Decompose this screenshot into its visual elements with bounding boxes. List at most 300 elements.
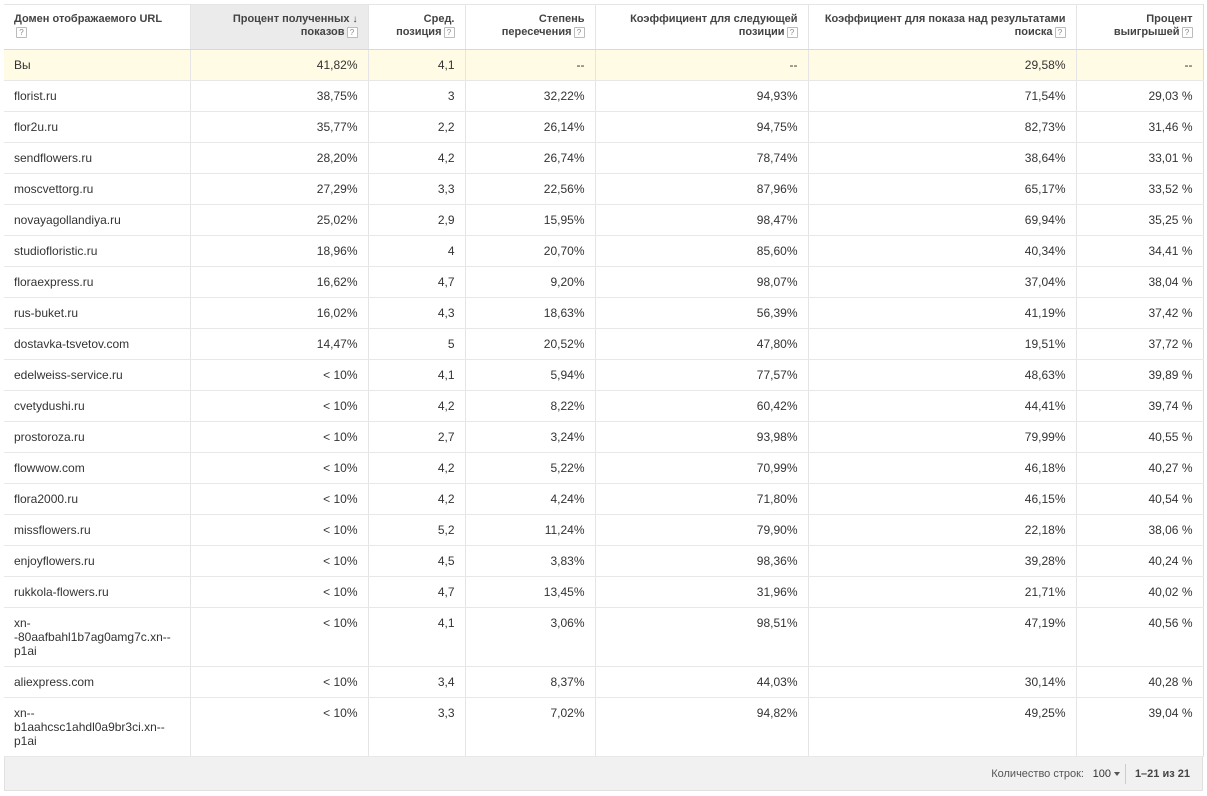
value-text: 30,14%: [1024, 675, 1066, 689]
cell-top-of-page: [808, 329, 1076, 360]
value-text: 26,74%: [543, 151, 585, 165]
value-text: 20,52%: [543, 337, 585, 351]
value-text: 14,47%: [316, 337, 358, 351]
domain-text: novayagollandiya.ru: [14, 213, 121, 227]
column-header-position-above[interactable]: [595, 5, 808, 50]
help-icon[interactable]: ?: [16, 27, 27, 38]
cell-top-of-page: [808, 698, 1076, 757]
cell-position-above: [595, 546, 808, 577]
cell-overlap: [465, 205, 595, 236]
cell-domain: [4, 236, 190, 267]
cell-top-of-page: [808, 143, 1076, 174]
value-text: 16,62%: [316, 275, 358, 289]
cell-overlap: [465, 174, 595, 205]
value-text: 28,20%: [316, 151, 358, 165]
cell-overlap: [465, 81, 595, 112]
domain-text: rus-buket.ru: [14, 306, 79, 320]
table-row: [4, 236, 1203, 267]
value-text: 37,04%: [1024, 275, 1066, 289]
cell-impression-share: [190, 329, 368, 360]
cell-overlap: [465, 577, 595, 608]
cell-position-above: [595, 329, 808, 360]
cell-overlap: [465, 329, 595, 360]
cell-position-above: [595, 50, 808, 81]
value-text: < 10%: [323, 585, 358, 599]
value-text: 2,7: [437, 430, 455, 444]
domain-text: moscvettorg.ru: [14, 182, 94, 196]
cell-avg-position: [368, 546, 465, 577]
value-text: < 10%: [323, 675, 358, 689]
cell-overlap: [465, 667, 595, 698]
cell-avg-position: [368, 453, 465, 484]
value-text: 5,2: [437, 523, 455, 537]
cell-position-above: [595, 698, 808, 757]
table-row: [4, 546, 1203, 577]
competitor-table-container: [4, 4, 1203, 791]
domain-text: flowwow.com: [14, 461, 85, 475]
cell-overlap: [465, 50, 595, 81]
cell-position-above: [595, 298, 808, 329]
cell-outranking: [1076, 236, 1203, 267]
cell-position-above: [595, 205, 808, 236]
table-row: [4, 112, 1203, 143]
value-text: 98,07%: [756, 275, 798, 289]
help-icon[interactable]: ?: [347, 27, 358, 38]
value-text: 37,72 %: [1148, 337, 1193, 351]
cell-impression-share: [190, 515, 368, 546]
cell-avg-position: [368, 360, 465, 391]
domain-text: cvetydushi.ru: [14, 399, 85, 413]
cell-overlap: [465, 143, 595, 174]
domain-text: flor2u.ru: [14, 120, 59, 134]
value-text: 71,80%: [756, 492, 798, 506]
domain-text: floraexpress.ru: [14, 275, 94, 289]
value-text: 47,80%: [756, 337, 798, 351]
value-text: 4,1: [437, 616, 455, 630]
value-text: < 10%: [323, 616, 358, 630]
value-text: 79,90%: [756, 523, 798, 537]
cell-outranking: [1076, 453, 1203, 484]
cell-top-of-page: [808, 81, 1076, 112]
value-text: 5,94%: [550, 368, 585, 382]
value-text: < 10%: [323, 523, 358, 537]
value-text: 8,37%: [550, 675, 585, 689]
domain-text-line: xn-: [14, 616, 31, 630]
value-text: 29,03 %: [1148, 89, 1193, 103]
cell-domain: [4, 698, 190, 757]
cell-avg-position: [368, 391, 465, 422]
value-text: 34,41 %: [1148, 244, 1193, 258]
cell-impression-share: [190, 546, 368, 577]
cell-domain: [4, 50, 190, 81]
cell-domain: [4, 515, 190, 546]
cell-top-of-page: [808, 453, 1076, 484]
cell-overlap: [465, 546, 595, 577]
table-row: [4, 205, 1203, 236]
table-row: [4, 267, 1203, 298]
cell-outranking: [1076, 484, 1203, 515]
value-text: 19,51%: [1024, 337, 1066, 351]
cell-avg-position: [368, 484, 465, 515]
value-text: 98,47%: [756, 213, 798, 227]
cell-top-of-page: [808, 267, 1076, 298]
cell-outranking: [1076, 667, 1203, 698]
value-text: 41,82%: [316, 58, 358, 72]
value-text: 44,41%: [1024, 399, 1066, 413]
value-text: 85,60%: [756, 244, 798, 258]
domain-text: sendflowers.ru: [14, 151, 93, 165]
cell-overlap: [465, 236, 595, 267]
value-text: 33,01 %: [1148, 151, 1193, 165]
cell-outranking: [1076, 698, 1203, 757]
value-text: 4,2: [437, 461, 455, 475]
cell-impression-share: [190, 422, 368, 453]
cell-overlap: [465, 453, 595, 484]
cell-impression-share: [190, 112, 368, 143]
column-header-top-of-page[interactable]: [808, 5, 1076, 50]
value-text: 2,9: [437, 213, 455, 227]
domain-text-line: p1ai: [14, 734, 37, 748]
cell-overlap: [465, 267, 595, 298]
cell-outranking: [1076, 267, 1203, 298]
cell-overlap: [465, 360, 595, 391]
table-row: [4, 391, 1203, 422]
cell-position-above: [595, 391, 808, 422]
cell-top-of-page: [808, 577, 1076, 608]
cell-outranking: [1076, 298, 1203, 329]
value-text: 38,04 %: [1148, 275, 1193, 289]
table-header-row: [4, 5, 1203, 50]
help-icon[interactable]: ?: [1055, 27, 1066, 38]
value-text: 4: [447, 244, 455, 258]
cell-position-above: [595, 112, 808, 143]
value-text: 25,02%: [316, 213, 358, 227]
cell-overlap: [465, 112, 595, 143]
value-text: 5: [447, 337, 455, 351]
value-text: 77,57%: [756, 368, 798, 382]
value-text: 56,39%: [756, 306, 798, 320]
column-header-label: Степень: [538, 13, 585, 25]
table-row: [4, 50, 1203, 81]
cell-domain: [4, 453, 190, 484]
domain-text: prostoroza.ru: [14, 430, 85, 444]
cell-impression-share: [190, 453, 368, 484]
value-text: 3,06%: [550, 616, 585, 630]
domain-text: missflowers.ru: [14, 523, 91, 537]
value-text: 38,06 %: [1148, 523, 1193, 537]
value-text: 3,4: [437, 675, 455, 689]
column-header-overlap[interactable]: [465, 5, 595, 50]
value-text: 87,96%: [756, 182, 798, 196]
value-text: 3: [447, 89, 455, 103]
cell-top-of-page: [808, 422, 1076, 453]
value-text: 15,95%: [543, 213, 585, 227]
value-text: 44,03%: [756, 675, 798, 689]
cell-impression-share: [190, 81, 368, 112]
value-text: 7,02%: [550, 706, 585, 720]
column-header-label: Сред.: [423, 13, 455, 25]
cell-impression-share: [190, 50, 368, 81]
cell-domain: [4, 112, 190, 143]
value-text: 4,2: [437, 492, 455, 506]
value-text: 93,98%: [756, 430, 798, 444]
value-text: 40,02 %: [1148, 585, 1193, 599]
value-text: 9,20%: [550, 275, 585, 289]
value-text: 27,29%: [316, 182, 358, 196]
cell-avg-position: [368, 50, 465, 81]
value-text: 38,75%: [316, 89, 358, 103]
cell-impression-share: [190, 608, 368, 667]
domain-text: enjoyflowers.ru: [14, 554, 95, 568]
table-row: [4, 329, 1203, 360]
domain-text: edelweiss-service.ru: [14, 368, 123, 382]
cell-position-above: [595, 267, 808, 298]
value-text: 4,7: [437, 275, 455, 289]
cell-top-of-page: [808, 112, 1076, 143]
cell-domain: [4, 667, 190, 698]
value-text: 38,64%: [1024, 151, 1066, 165]
value-text: 21,71%: [1024, 585, 1066, 599]
value-text: 31,96%: [756, 585, 798, 599]
table-row: [4, 515, 1203, 546]
cell-domain: [4, 81, 190, 112]
cell-outranking: [1076, 608, 1203, 667]
value-text: 3,24%: [550, 430, 585, 444]
cell-avg-position: [368, 236, 465, 267]
value-text: 40,24 %: [1148, 554, 1193, 568]
cell-top-of-page: [808, 50, 1076, 81]
domain-text: studiofloristic.ru: [14, 244, 98, 258]
value-text: 26,14%: [543, 120, 585, 134]
cell-impression-share: [190, 484, 368, 515]
table-row: [4, 453, 1203, 484]
table-row: [4, 298, 1203, 329]
rows-per-page-label: Количество строк:: [991, 768, 1084, 780]
value-text: 4,1: [437, 58, 455, 72]
value-text: 13,45%: [543, 585, 585, 599]
cell-impression-share: [190, 577, 368, 608]
value-text: < 10%: [323, 461, 358, 475]
cell-top-of-page: [808, 391, 1076, 422]
column-header-label: Коэффициент для следующей: [630, 13, 798, 25]
cell-overlap: [465, 484, 595, 515]
value-text: 40,56 %: [1148, 616, 1193, 630]
cell-impression-share: [190, 174, 368, 205]
value-text: < 10%: [323, 399, 358, 413]
value-text: 22,56%: [543, 182, 585, 196]
help-icon[interactable]: ?: [787, 27, 798, 38]
cell-position-above: [595, 143, 808, 174]
auction-insights-table: [4, 4, 1204, 757]
cell-position-above: [595, 577, 808, 608]
cell-domain: [4, 484, 190, 515]
value-text: 31,46 %: [1148, 120, 1193, 134]
value-text: 46,18%: [1024, 461, 1066, 475]
cell-position-above: [595, 422, 808, 453]
value-text: 3,3: [437, 182, 455, 196]
cell-outranking: [1076, 205, 1203, 236]
value-text: 4,7: [437, 585, 455, 599]
cell-avg-position: [368, 112, 465, 143]
value-text: 4,3: [437, 306, 455, 320]
cell-avg-position: [368, 698, 465, 757]
help-icon[interactable]: ?: [1182, 27, 1193, 38]
table-row: [4, 422, 1203, 453]
help-icon[interactable]: ?: [574, 27, 585, 38]
value-text: 4,2: [437, 151, 455, 165]
cell-overlap: [465, 608, 595, 667]
value-text: 60,42%: [756, 399, 798, 413]
value-text: < 10%: [323, 368, 358, 382]
table-row: [4, 81, 1203, 112]
value-text: 3,83%: [550, 554, 585, 568]
table-row: [4, 174, 1203, 205]
domain-text-line: -80aafbahl1b7ag0amg7c.xn--: [14, 630, 171, 644]
value-text: 40,27 %: [1148, 461, 1193, 475]
cell-outranking: [1076, 422, 1203, 453]
cell-overlap: [465, 422, 595, 453]
value-text: 94,93%: [756, 89, 798, 103]
cell-avg-position: [368, 329, 465, 360]
table-row: [4, 608, 1203, 667]
column-header-label: позиции: [738, 26, 785, 38]
cell-top-of-page: [808, 236, 1076, 267]
cell-top-of-page: [808, 608, 1076, 667]
cell-position-above: [595, 236, 808, 267]
value-text: 98,36%: [756, 554, 798, 568]
cell-avg-position: [368, 81, 465, 112]
domain-text: flora2000.ru: [14, 492, 79, 506]
cell-top-of-page: [808, 360, 1076, 391]
cell-domain: [4, 608, 190, 667]
column-header-label: Домен отображаемого URL: [14, 13, 163, 25]
value-text: 39,04 %: [1148, 706, 1193, 720]
cell-outranking: [1076, 174, 1203, 205]
cell-avg-position: [368, 515, 465, 546]
value-text: 82,73%: [1024, 120, 1066, 134]
value-text: 40,28 %: [1148, 675, 1193, 689]
cell-top-of-page: [808, 515, 1076, 546]
value-text: 4,2: [437, 399, 455, 413]
cell-overlap: [465, 515, 595, 546]
cell-avg-position: [368, 667, 465, 698]
value-text: 22,18%: [1024, 523, 1066, 537]
chevron-down-icon: [1114, 772, 1120, 776]
value-text: 8,22%: [550, 399, 585, 413]
value-text: < 10%: [323, 430, 358, 444]
rows-per-page-value: 100: [1092, 768, 1111, 780]
value-text: 4,5: [437, 554, 455, 568]
cell-outranking: [1076, 360, 1203, 391]
cell-overlap: [465, 391, 595, 422]
cell-overlap: [465, 698, 595, 757]
column-header-label: пересечения: [501, 26, 572, 38]
value-text: 16,02%: [316, 306, 358, 320]
value-text: 35,25 %: [1148, 213, 1193, 227]
value-text: 78,74%: [756, 151, 798, 165]
column-header-domain[interactable]: [4, 5, 190, 50]
value-text: 2,2: [437, 120, 455, 134]
help-icon[interactable]: ?: [444, 27, 455, 38]
cell-domain: [4, 205, 190, 236]
pagination-range: 1–21 из 21: [1134, 768, 1190, 780]
cell-impression-share: [190, 143, 368, 174]
sort-down-arrow-icon[interactable]: ↓: [352, 14, 358, 25]
value-text: 33,52 %: [1148, 182, 1193, 196]
cell-outranking: [1076, 577, 1203, 608]
value-text: 41,19%: [1024, 306, 1066, 320]
cell-impression-share: [190, 236, 368, 267]
cell-top-of-page: [808, 205, 1076, 236]
cell-impression-share: [190, 298, 368, 329]
cell-outranking: [1076, 391, 1203, 422]
cell-outranking: [1076, 546, 1203, 577]
value-text: 32,22%: [543, 89, 585, 103]
cell-avg-position: [368, 298, 465, 329]
value-text: 70,99%: [756, 461, 798, 475]
cell-position-above: [595, 81, 808, 112]
value-text: 69,94%: [1024, 213, 1066, 227]
value-text: 65,17%: [1024, 182, 1066, 196]
value-text: 29,58%: [1024, 58, 1066, 72]
column-header-avg-position[interactable]: [368, 5, 465, 50]
cell-avg-position: [368, 422, 465, 453]
cell-top-of-page: [808, 174, 1076, 205]
divider: [1125, 764, 1126, 784]
column-header-label: поиска: [1014, 26, 1053, 38]
domain-text-line: p1ai: [14, 644, 37, 658]
value-text: 4,1: [437, 368, 455, 382]
table-row: [4, 698, 1203, 757]
column-header-label: Коэффициент для показа над результатами: [824, 13, 1066, 25]
value-text: 18,96%: [316, 244, 358, 258]
column-header-label: Процент: [1146, 13, 1193, 25]
cell-outranking: [1076, 81, 1203, 112]
cell-position-above: [595, 360, 808, 391]
column-header-label: показов: [300, 26, 345, 38]
cell-domain: [4, 298, 190, 329]
value-text: 48,63%: [1024, 368, 1066, 382]
rows-per-page-select[interactable]: [1093, 768, 1120, 780]
value-text: 94,75%: [756, 120, 798, 134]
cell-avg-position: [368, 205, 465, 236]
cell-outranking: [1076, 329, 1203, 360]
cell-outranking: [1076, 143, 1203, 174]
table-row: [4, 667, 1203, 698]
cell-overlap: [465, 298, 595, 329]
cell-outranking: [1076, 112, 1203, 143]
column-header-label: позиция: [396, 26, 442, 38]
domain-text: Вы: [14, 58, 31, 72]
table-row: [4, 577, 1203, 608]
column-header-outranking[interactable]: [1076, 5, 1203, 50]
value-text: < 10%: [323, 706, 358, 720]
column-header-impression-share[interactable]: [190, 5, 368, 50]
cell-avg-position: [368, 608, 465, 667]
cell-position-above: [595, 667, 808, 698]
value-text: 3,3: [437, 706, 455, 720]
cell-top-of-page: [808, 546, 1076, 577]
table-row: [4, 360, 1203, 391]
cell-domain: [4, 329, 190, 360]
cell-outranking: [1076, 50, 1203, 81]
value-text: 49,25%: [1024, 706, 1066, 720]
cell-domain: [4, 174, 190, 205]
value-text: 5,22%: [550, 461, 585, 475]
column-header-label: выигрышей: [1113, 26, 1180, 38]
domain-text: rukkola-flowers.ru: [14, 585, 109, 599]
cell-top-of-page: [808, 298, 1076, 329]
